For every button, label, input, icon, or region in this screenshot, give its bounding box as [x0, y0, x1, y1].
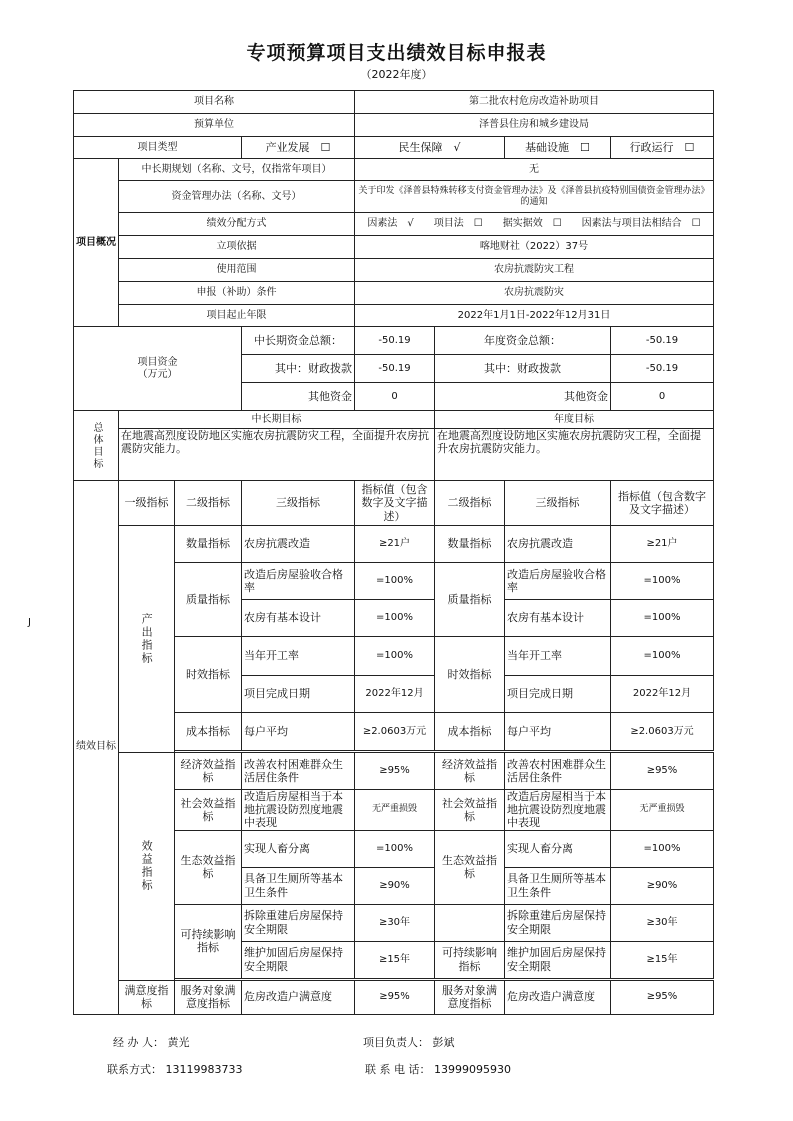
annual-total-label: 年度资金总额： — [435, 327, 611, 355]
r3-value: =100% — [355, 600, 435, 637]
r8-value: 无严重损毁 — [355, 790, 435, 831]
r8-text: 改造后房屋相当于本地抗震设防烈度地震中表现 — [242, 790, 355, 831]
r2-text: 改造后房屋验收合格率 — [242, 563, 355, 600]
r7-value-annual: ≥95% — [611, 753, 714, 790]
contact-1 — [107, 1061, 242, 1077]
phone2-label: 联 系 电 话： — [365, 1063, 431, 1076]
r1-value-annual: ≥21户 — [611, 526, 714, 563]
r13-text: 危房改造户满意度 — [242, 980, 355, 1014]
project-name-value: 第二批农村危房改造补助项目 — [355, 91, 714, 114]
condition-label: 申报（补助）条件 — [119, 282, 355, 305]
r1-text: 农房抗震改造 — [242, 526, 355, 563]
period-value: 2022年1月1日-2022年12月31日 — [355, 305, 714, 327]
plan-value: 无 — [355, 159, 714, 181]
contact-2 — [365, 1061, 511, 1077]
basis-label: 立项依据 — [119, 236, 355, 259]
satisfaction-indicator-label: 满意度指标 — [119, 980, 175, 1014]
scope-value: 农房抗震防灾工程 — [355, 259, 714, 282]
annual-goal-header: 年度目标 — [435, 411, 714, 429]
phone1-value: 13119983733 — [165, 1063, 243, 1076]
r12-value-annual: ≥15年 — [611, 941, 714, 978]
r10-text-annual: 具备卫生厕所等基本卫生条件 — [505, 867, 611, 904]
project-type-label: 项目类型 — [74, 137, 242, 159]
annual-fiscal-value: -50.19 — [611, 355, 714, 383]
annual-goal-text: 在地震高烈度设防地区实施农房抗震防灾工程，全面提升农房抗震防灾能力。 — [435, 429, 714, 481]
mid-total-value: -50.19 — [355, 327, 435, 355]
header-level1: 一级指标 — [119, 481, 175, 526]
mid-other-label: 其他资金 — [242, 383, 355, 411]
timeliness-label-annual: 时效指标 — [435, 637, 505, 713]
leader — [363, 1034, 455, 1050]
r7-text-annual: 改善农村困难群众生活居住条件 — [505, 753, 611, 790]
service-label-annual: 服务对象满意度指标 — [435, 980, 505, 1014]
handler — [113, 1034, 190, 1050]
annual-other-label: 其他资金 — [435, 383, 611, 411]
report-table — [73, 90, 714, 1015]
social-label: 社会效益指标 — [175, 790, 242, 831]
r1-text-annual: 农房抗震改造 — [505, 526, 611, 563]
header-value-annual: 指标值（包含数字及文字描述） — [611, 481, 714, 526]
quantity-label-annual: 数量指标 — [435, 526, 505, 563]
cost-label: 成本指标 — [175, 713, 242, 751]
header-level2-annual: 二级指标 — [435, 481, 505, 526]
r12-text-annual: 维护加固后房屋保持安全期限 — [505, 941, 611, 978]
r1-value: ≥21户 — [355, 526, 435, 563]
mid-total-label: 中长期资金总额： — [242, 327, 355, 355]
fund-method-value: 关于印发《泽普县特殊转移支付资金管理办法》及《泽普县抗疫特别国债资金管理办法》的通知 — [355, 181, 714, 213]
service-label: 服务对象满意度指标 — [175, 980, 242, 1014]
project-name-label: 项目名称 — [74, 91, 355, 114]
r11-value: ≥30年 — [355, 904, 435, 941]
r8-text-annual: 改造后房屋相当于本地抗震设防烈度地震中表现 — [505, 790, 611, 831]
r7-value: ≥95% — [355, 753, 435, 790]
r11-label-annual-blank — [435, 904, 505, 941]
r9-text-annual: 实现人畜分离 — [505, 830, 611, 867]
overall-goal-label: 总体目标 — [74, 411, 119, 481]
r13-value: ≥95% — [355, 980, 435, 1014]
r10-value-annual: ≥90% — [611, 867, 714, 904]
handler-value: 黄光 — [167, 1036, 190, 1049]
r6-text: 每户平均 — [242, 713, 355, 751]
r10-value: ≥90% — [355, 867, 435, 904]
r12-value: ≥15年 — [355, 941, 435, 978]
r4-text-annual: 当年开工率 — [505, 637, 611, 676]
r12-text: 维护加固后房屋保持安全期限 — [242, 941, 355, 978]
mid-goal-text: 在地震高烈度设防地区实施农房抗震防灾工程，全面提升农房抗震防灾能力。 — [119, 429, 435, 481]
budget-unit-label: 预算单位 — [74, 114, 355, 137]
period-label: 项目起止年限 — [119, 305, 355, 327]
header-level3: 三级指标 — [242, 481, 355, 526]
allocation-label: 绩效分配方式 — [119, 213, 355, 236]
r9-text: 实现人畜分离 — [242, 830, 355, 867]
quality-label: 质量指标 — [175, 563, 242, 637]
handler-label: 经 办 人： — [113, 1036, 164, 1049]
cost-label-annual: 成本指标 — [435, 713, 505, 751]
sustainable-label: 可持续影响指标 — [175, 904, 242, 978]
type-administration: 行政运行 ☐ — [611, 137, 714, 159]
r5-value: 2022年12月 — [355, 676, 435, 713]
r6-value: ≥2.0603万元 — [355, 713, 435, 751]
phone2-value: 13999095930 — [434, 1063, 511, 1076]
page-title: 专项预算项目支出绩效目标申报表 — [246, 42, 547, 64]
benefit-indicator-label: 效益指标 — [119, 753, 175, 981]
sustainable-label-annual: 可持续影响指标 — [435, 941, 505, 978]
r11-value-annual: ≥30年 — [611, 904, 714, 941]
r2-value-annual: =100% — [611, 563, 714, 600]
r3-text-annual: 农房有基本设计 — [505, 600, 611, 637]
ecological-label-annual: 生态效益指标 — [435, 830, 505, 904]
quality-label-annual: 质量指标 — [435, 563, 505, 637]
budget-unit-value: 泽普县住房和城乡建设局 — [355, 114, 714, 137]
type-livelihood: 民生保障 √ — [355, 137, 505, 159]
r2-text-annual: 改造后房屋验收合格率 — [505, 563, 611, 600]
performance-section-label: 绩效目标 — [74, 481, 119, 1015]
annual-fiscal-label: 其中：财政拨款 — [435, 355, 611, 383]
r3-text: 农房有基本设计 — [242, 600, 355, 637]
r4-value: =100% — [355, 637, 435, 676]
page-year: （2022年度） — [360, 68, 433, 81]
social-label-annual: 社会效益指标 — [435, 790, 505, 831]
mid-goal-header: 中长期目标 — [119, 411, 435, 429]
r9-value: =100% — [355, 830, 435, 867]
r5-text-annual: 项目完成日期 — [505, 676, 611, 713]
r13-text-annual: 危房改造户满意度 — [505, 980, 611, 1014]
header-level2: 二级指标 — [175, 481, 242, 526]
r3-value-annual: =100% — [611, 600, 714, 637]
r7-text: 改善农村困难群众生活居住条件 — [242, 753, 355, 790]
economic-label: 经济效益指标 — [175, 753, 242, 790]
timeliness-label: 时效指标 — [175, 637, 242, 713]
economic-label-annual: 经济效益指标 — [435, 753, 505, 790]
r6-value-annual: ≥2.0603万元 — [611, 713, 714, 751]
overview-section-label: 项目概况 — [74, 159, 119, 327]
r11-text-annual: 拆除重建后房屋保持安全期限 — [505, 904, 611, 941]
phone1-label: 联系方式： — [107, 1063, 162, 1076]
r2-value: =100% — [355, 563, 435, 600]
ecological-label: 生态效益指标 — [175, 830, 242, 904]
type-industry: 产业发展 ☐ — [242, 137, 355, 159]
r11-text: 拆除重建后房屋保持安全期限 — [242, 904, 355, 941]
r5-value-annual: 2022年12月 — [611, 676, 714, 713]
output-indicator-label: 产出指标 — [119, 526, 175, 753]
r5-text: 项目完成日期 — [242, 676, 355, 713]
header-value: 指标值（包含数字及文字描述） — [355, 481, 435, 526]
mid-fiscal-label: 其中：财政拨款 — [242, 355, 355, 383]
r4-value-annual: =100% — [611, 637, 714, 676]
margin-mark: J — [28, 617, 31, 628]
annual-other-value: 0 — [611, 383, 714, 411]
r10-text: 具备卫生厕所等基本卫生条件 — [242, 867, 355, 904]
r6-text-annual: 每户平均 — [505, 713, 611, 751]
quantity-label: 数量指标 — [175, 526, 242, 563]
condition-value: 农房抗震防灾 — [355, 282, 714, 305]
basis-value: 喀地财社（2022）37号 — [355, 236, 714, 259]
leader-label: 项目负责人： — [363, 1036, 429, 1049]
mid-fiscal-value: -50.19 — [355, 355, 435, 383]
allocation-value: 因素法 √ 项目法 ☐ 据实据效 ☐ 因素法与项目法相结合 ☐ — [355, 213, 714, 236]
r4-text: 当年开工率 — [242, 637, 355, 676]
mid-other-value: 0 — [355, 383, 435, 411]
header-level3-annual: 三级指标 — [505, 481, 611, 526]
fund-method-label: 资金管理办法（名称、文号） — [119, 181, 355, 213]
scope-label: 使用范围 — [119, 259, 355, 282]
plan-label: 中长期规划（名称、文号，仅指常年项目） — [119, 159, 355, 181]
annual-total-value: -50.19 — [611, 327, 714, 355]
funds-label: 项目资金 （万元） — [74, 327, 242, 411]
leader-value: 彭斌 — [432, 1036, 455, 1049]
r13-value-annual: ≥95% — [611, 980, 714, 1014]
r8-value-annual: 无严重损毁 — [611, 790, 714, 831]
type-infrastructure: 基础设施 ☐ — [505, 137, 611, 159]
r9-value-annual: =100% — [611, 830, 714, 867]
